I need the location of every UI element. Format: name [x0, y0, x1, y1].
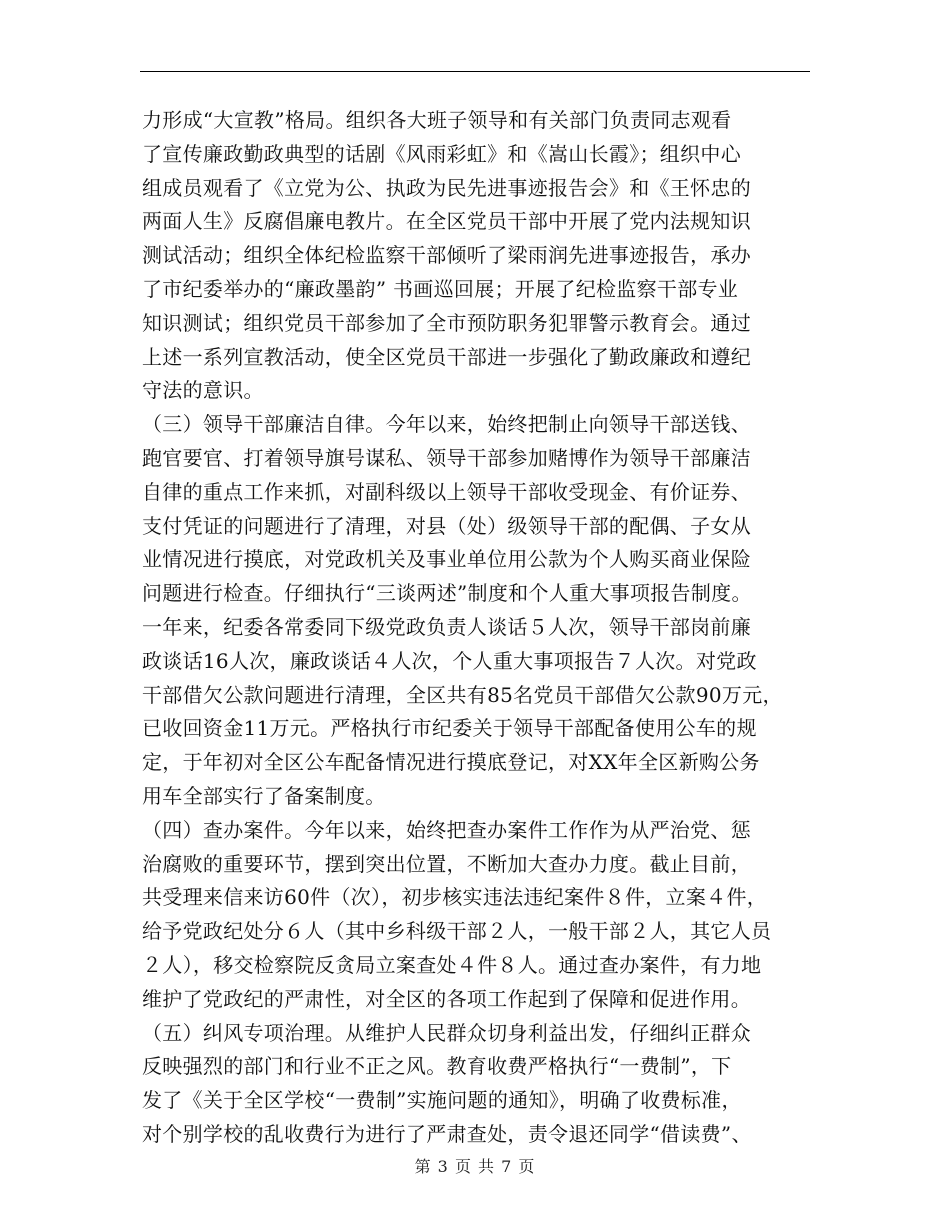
- text-line: 定，于年初对全区公车配备情况进行摸底登记，对XX年全区新购公务: [142, 750, 760, 775]
- text-line: 知识测试；组织党员干部参加了全市预防职务犯罪警示教育会。通过: [142, 310, 751, 335]
- text-line: 发了《关于全区学校“一费制”实施问题的通知》，明确了收费标准，: [142, 1088, 742, 1113]
- text-line: 用车全部实行了备案制度。: [142, 783, 386, 808]
- text-line: 治腐败的重要环节，摆到突出位置，不断加大查办力度。截止目前，: [142, 851, 751, 876]
- text-line: 共受理来信来访60件（次），初步核实违法违纪案件８件，立案４件，: [142, 885, 768, 910]
- text-line: 支付凭证的问题进行了清理，对县（处）级领导干部的配偶、子女从: [142, 513, 751, 538]
- text-line: 一年来，纪委各常委同下级党政负责人谈话５人次，领导干部岗前廉: [142, 614, 751, 639]
- text-line: 问题进行检查。仔细执行“三谈两述”制度和个人重大事项报告制度。: [142, 581, 752, 606]
- text-line: 已收回资金11万元。严格执行市纪委关于领导干部配备使用公车的规: [142, 716, 757, 741]
- text-line: 组成员观看了《立党为公、执政为民先进事迹报告会》和《王怀忠的: [142, 175, 751, 200]
- text-line: 了市纪委举办的“廉政墨韵” 书画巡回展；开展了纪检监察干部专业: [142, 276, 739, 301]
- text-line: 两面人生》反腐倡廉电教片。在全区党员干部中开展了党内法规知识: [142, 209, 751, 234]
- document-body: [142, 104, 832, 1152]
- text-line: （四）查办案件。今年以来，始终把查办案件工作作为从严治党、惩: [142, 817, 751, 842]
- text-line: 测试活动；组织全体纪检监察干部倾听了梁雨润先进事迹报告，承办: [142, 243, 751, 268]
- text-line: 业情况进行摸底，对党政机关及事业单位用公款为个人购买商业保险: [142, 547, 751, 572]
- text-line: （三）领导干部廉洁自律。今年以来，始终把制止向领导干部送钱、: [142, 412, 751, 437]
- text-line: 给予党政纪处分６人（其中乡科级干部２人，一般干部２人，其它人员: [142, 919, 772, 944]
- header-rule: [140, 71, 810, 72]
- text-line: 干部借欠公款问题进行清理，全区共有85名党员干部借欠公款90万元，: [142, 682, 783, 707]
- text-line: 上述一系列宣教活动，使全区党员干部进一步强化了勤政廉政和遵纪: [142, 344, 751, 369]
- page-footer: 第 3 页 共 7 页: [414, 1157, 536, 1176]
- text-line: ２人），移交检察院反贪局立案查处４件８人。通过查办案件，有力地: [142, 952, 762, 977]
- text-line: （五）纠风专项治理。从维护人民群众切身利益出发，仔细纠正群众: [142, 1020, 751, 1045]
- text-line: 自律的重点工作来抓，对副科级以上领导干部收受现金、有价证券、: [142, 479, 751, 504]
- text-line: 跑官要官、打着领导旗号谋私、领导干部参加赌博作为领导干部廉洁: [142, 445, 751, 470]
- text-line: 反映强烈的部门和行业不正之风。教育收费严格执行“一费制”，下: [142, 1054, 732, 1079]
- text-line: 守法的意识。: [142, 378, 264, 403]
- text-line: 了宣传廉政勤政典型的话剧《风雨彩虹》和《嵩山长霞》；组织中心: [142, 141, 741, 166]
- text-line: 维护了党政纪的严肃性，对全区的各项工作起到了保障和促进作用。: [142, 986, 751, 1011]
- text-line: 政谈话16人次，廉政谈话４人次，个人重大事项报告７人次。对党政: [142, 648, 757, 673]
- text-line: 力形成“大宣教”格局。组织各大班子领导和有关部门负责同志观看: [142, 108, 732, 132]
- text-line: 对个别学校的乱收费行为进行了严肃查处，责令退还同学“借读费”、: [142, 1121, 752, 1146]
